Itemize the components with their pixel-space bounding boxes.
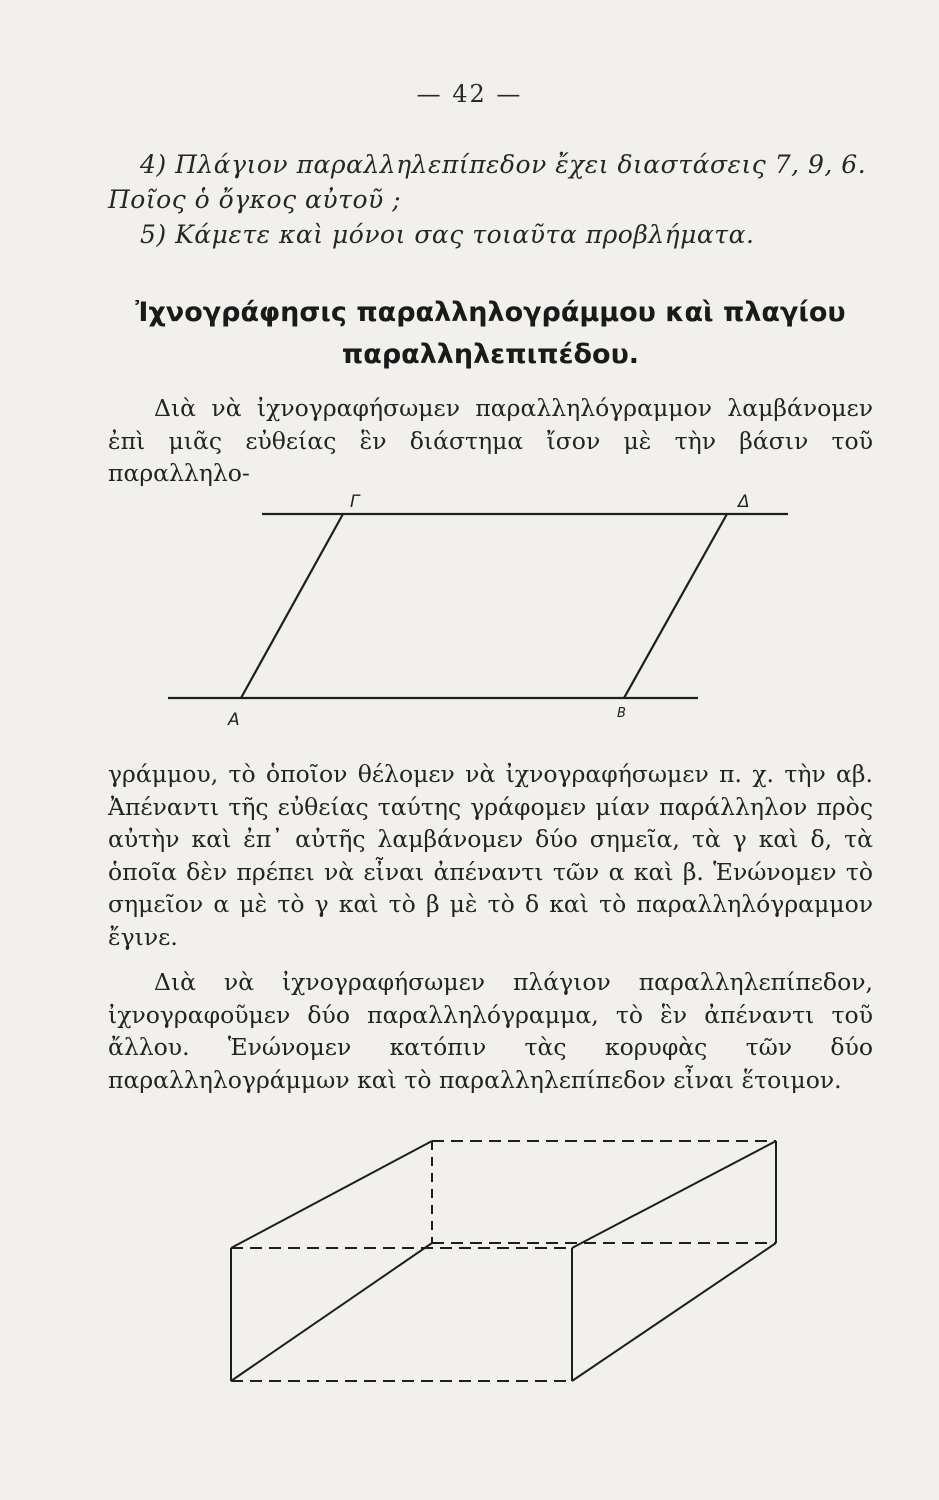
exercise-5: 5) Κάμετε καὶ μόνοι σας τοιαῦτα προβλήματα. <box>140 220 755 249</box>
paragraph-2-text: γράμμου, τὸ ὁποῖον θέλομεν νὰ ἰχνογραφήσωμεν π. χ. τὴν αβ. Ἀπέναντι τῆς εὐθείας ταύτης γράφομεν μίαν παράλληλον πρὸς αὐτὴν καὶ ἐπ᾽ αὐτῆς λαμβάνομεν δύο σημεῖα, τὰ γ καὶ δ, τὰ ὁποῖα δὲν πρέπει νὰ εἶναι ἀπέναντι τῶν α καὶ β. Ἑνώνομεν τὸ σημεῖον α μὲ τὸ γ καὶ τὸ β μὲ τὸ δ καὶ τὸ παραλληλόγραμμον ἔγινε. <box>108 760 873 951</box>
label-gamma: Γ <box>350 492 360 512</box>
page-number: — 42 — <box>416 80 523 108</box>
connect-bottom-left <box>231 1243 432 1381</box>
connect-top-left <box>231 1141 432 1248</box>
exercise-4-question: Ποῖος ὁ ὄγκος αὐτοῦ ; <box>108 185 402 214</box>
section-title-line1: Ἰχνογράφησις παραλληλογράμμου καὶ πλαγίου <box>135 297 846 328</box>
label-alpha: Α <box>228 710 240 730</box>
exercise-4: 4) Πλάγιον παραλληλεπίπεδον ἔχει διαστάσεις 7, 9, 6. <box>140 150 867 179</box>
label-beta: Β <box>617 706 626 721</box>
paragraph-1-text: Διὰ νὰ ἰχνογραφήσωμεν παραλληλόγραμμον λαμβάνομεν ἐπὶ μιᾶς εὐθείας ἓν διάστημα ἴσον μὲ τὴν βάσιν τοῦ παραλληλο- <box>108 394 873 487</box>
connect-top-right <box>572 1141 776 1248</box>
paragraph-3-text: Διὰ νὰ ἰχνογραφήσωμεν πλάγιον παραλληλεπίπεδον, ἰχνογραφοῦμεν δύο παραλληλόγραμμα, τὸ ἓν ἀπέναντι τοῦ ἄλλου. Ἑνώνομεν κατόπιν τὰς κορυφὰς τῶν δύο παραλληλογράμμων καὶ τὸ παραλληλεπίπεδον εἶναι ἕτοιμον. <box>108 968 873 1094</box>
connect-bottom-right <box>572 1243 776 1381</box>
section-title-line2: παραλληλεπιπέδου. <box>341 339 640 370</box>
label-delta: Δ <box>738 492 750 512</box>
